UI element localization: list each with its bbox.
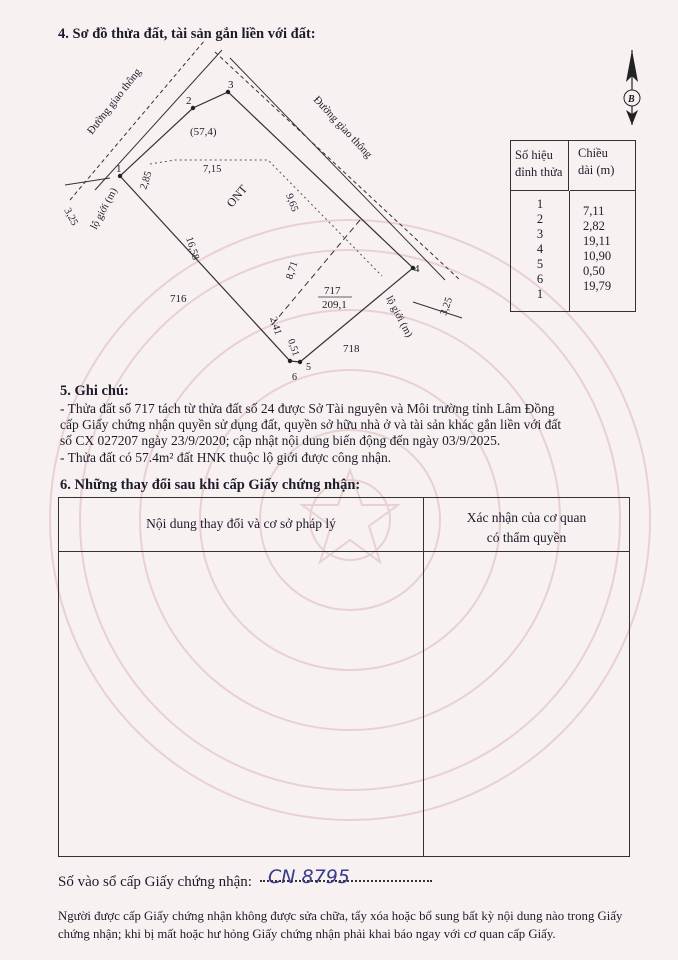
land-type: ONT: [223, 182, 251, 210]
compass-letter: B: [628, 94, 635, 105]
edge-8-71: 8,71: [284, 260, 301, 281]
length-cell: 0,50: [583, 264, 605, 278]
length-header: [570, 141, 635, 191]
vertex-label-6: 6: [292, 372, 297, 383]
length-cell: 2,82: [583, 219, 605, 233]
edge-2-41: 2,41: [267, 315, 284, 337]
note-line: số CX 027207 ngày 23/9/2020; cập nhật nội dung biến động đến ngày 03/9/2025.: [60, 433, 501, 448]
note-line: cấp Giấy chứng nhận quyền sử dụng đất, quyền sở hữu nhà ở và tài sản khác gắn liền với đất: [60, 417, 562, 432]
parcel-area: 209,1: [322, 299, 347, 311]
length-cell: 10,90: [583, 249, 612, 263]
vertex-6-dot: [288, 359, 292, 363]
edge-9-65: 9,65: [283, 192, 300, 214]
neighbor-716: 716: [170, 293, 187, 305]
road-label-right: Đường giao thông: [310, 93, 375, 161]
area-hnk: (57,4): [190, 126, 217, 138]
road-edge-left: [70, 40, 205, 200]
vertex-label-3: 3: [228, 79, 234, 91]
length-header-line2: dài (m): [578, 163, 615, 177]
length-cell: 19,11: [583, 234, 611, 248]
vertex-5-dot: [298, 360, 302, 364]
edge-16-58: 16,58: [183, 235, 201, 262]
section-6-title: 6. Những thay đổi sau khi cấp Giấy chứng nhận:: [60, 477, 361, 493]
vertex-header: [511, 141, 569, 191]
vertex-header-line1: Số hiệu: [515, 148, 553, 162]
note-line: - Thửa đất số 717 tách từ thửa đất số 24 được Sở Tài nguyên và Môi trường tỉnh Lâm Đồng: [60, 401, 555, 416]
vertex-cell: 3: [536, 227, 544, 241]
road-label-left: Đường giao thông: [84, 66, 144, 137]
road-edge-right: [215, 52, 460, 280]
register-label: Số vào sổ cấp Giấy chứng nhận:: [58, 874, 252, 890]
vertex-label-1: 1: [116, 163, 122, 175]
vertex-cell: 6: [536, 272, 544, 286]
length-header-line1: Chiều: [578, 146, 608, 160]
edge-0-51: 0,51: [285, 337, 302, 358]
changes-col1-header: Nội dung thay đổi và cơ sở pháp lý: [146, 516, 336, 531]
register-number: CN 8795: [268, 866, 350, 888]
neighbor-718: 718: [343, 343, 360, 355]
vertex-label-2: 2: [186, 95, 192, 107]
vertex-header-line2: đỉnh thửa: [515, 165, 563, 179]
lo-gioi-left: lộ giới (m): [88, 186, 120, 232]
section-5-title: 5. Ghi chú:: [60, 383, 129, 399]
vertex-cell: 4: [536, 242, 544, 256]
note-line: - Thửa đất có 57.4m² đất HNK thuộc lộ giới được công nhận.: [60, 450, 392, 465]
vertex-label-4: 4: [414, 263, 420, 275]
vertex-cell: 1: [536, 197, 544, 211]
changes-table: [58, 497, 630, 857]
section-4-title: 4. Sơ đồ thửa đất, tài sản gắn liền với đất:: [58, 26, 316, 42]
edge-7-15: 7,15: [203, 164, 222, 175]
table-divider: [569, 191, 570, 311]
north-arrow-icon: [624, 50, 640, 125]
length-cell: 7,11: [583, 204, 605, 218]
parcel-number: 717: [324, 285, 341, 297]
changes-col2-header-line1: Xác nhận của cơ quan: [466, 510, 587, 525]
width-marker-right: [413, 302, 462, 318]
vertex-cell: 1: [536, 287, 544, 301]
vertex-cell: 5: [536, 257, 544, 271]
hnk-boundary: [150, 160, 382, 276]
vertex-cell: 2: [536, 212, 544, 226]
edge-2-85: 2,85: [138, 170, 155, 191]
lo-gioi-right: lộ giới (m): [383, 294, 415, 340]
changes-table-hline: [59, 551, 629, 552]
length-cell: 19,79: [583, 279, 612, 293]
changes-col2-header: [424, 508, 629, 548]
vertex-label-5: 5: [306, 362, 311, 373]
changes-col2-header-line2: có thẩm quyền: [486, 530, 567, 545]
vertex-length-table: [510, 140, 636, 312]
width-left: 3,25: [61, 206, 80, 228]
parcel-boundary: [120, 92, 413, 362]
footer-warning: Người được cấp Giấy chứng nhận không được sửa chữa, tẩy xóa hoặc bổ sung bất kỳ nội dung nào trong Giấy chứng nhận; khi bị mất hoặc hư hỏng Giấy chứng nhận phải khai báo ngay với cơ quan cấp Giấy.: [58, 909, 623, 941]
width-right: 3,25: [438, 295, 456, 318]
